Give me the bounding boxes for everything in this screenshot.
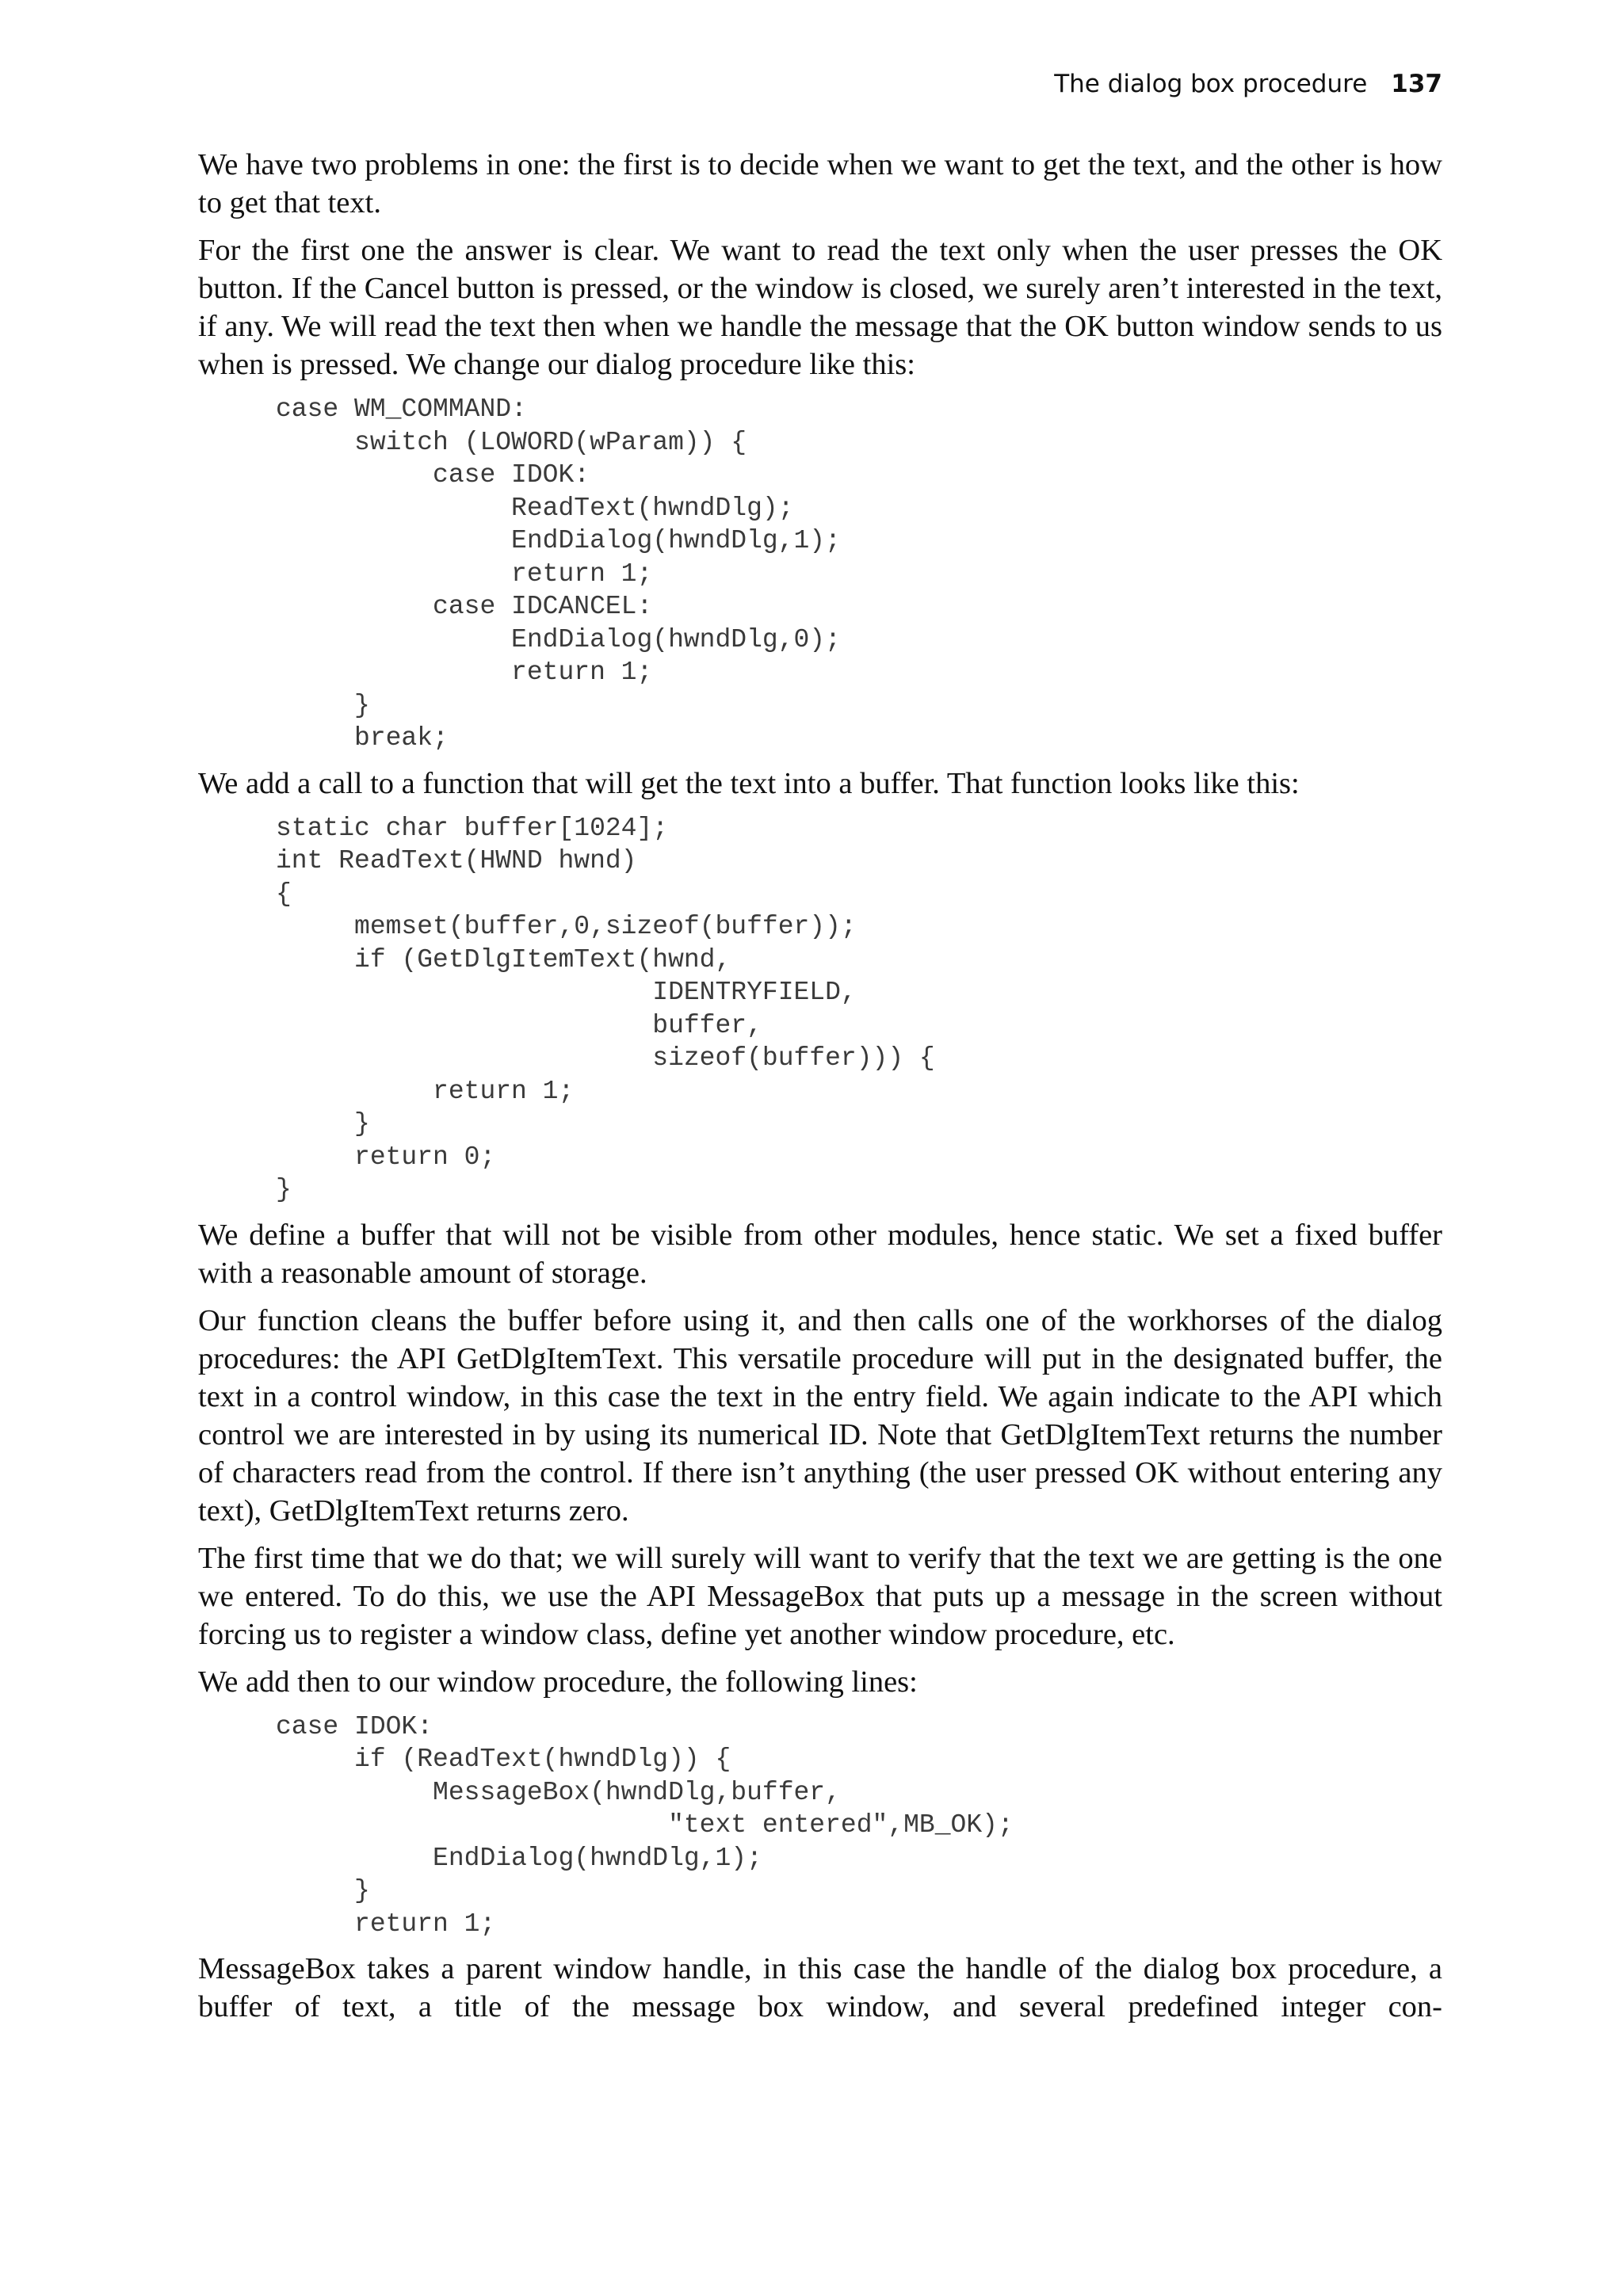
paragraph-buffer-definition: We define a buffer that will not be visible from other modules, hence static. We set a fixed buffer with a reasonable amount of storage. (198, 1218, 1442, 1290)
paragraph-getdlgitemtext: Our function cleans the buffer before using it, and then calls one of the workhorses of the dialog procedures: the API GetDlgItemText. This versatile procedure will put in the designated buffer, the text in a control window, in this case the text in the entry field. We again indicate to the API which control we are interested in by using its numerical ID. Note that GetDlgItemText returns the number of characters read from the control. If there isn’t anything (the user pressed OK without entering any text), GetDlgItemText returns zero. (198, 1303, 1442, 1527)
paragraph-messagebox-intro: The first time that we do that; we will surely will want to verify that the text we are getting is the one we entered. To do this, we use the API MessageBox that puts up a message in the screen without forcing us to register a window class, define yet another window procedure, etc. (198, 1541, 1442, 1651)
code-block-idok-messagebox: case IDOK: if (ReadText(hwndDlg)) { MessageBox(hwndDlg,buffer, "text entered",MB_OK); EndDialog(hwndDlg,1); } return 1; (276, 1711, 1014, 1939)
running-header (1054, 70, 1442, 98)
code-block-readtext: static char buffer[1024]; int ReadText(HWND hwnd) { memset(buffer,0,sizeof(buffer)); if (GetDlgItemText(hwnd, IDENTRYFIELD, buffer, sizeof(buffer))) { return 1; } return 0; } (276, 813, 935, 1204)
code-block-wm-command: case WM_COMMAND: switch (LOWORD(wParam)) { case IDOK: ReadText(hwndDlg); EndDialog(hwndDlg,1); return 1; case IDCANCEL: EndDialog(hwndDlg,0); return 1; } break; (276, 395, 841, 753)
section-title: The dialog box procedure (1054, 70, 1368, 98)
paragraph-messagebox-params: MessageBox takes a parent window handle, in this case the handle of the dialog box procedure, a buffer of text, a title of the message box window, and several predefined integer con- (198, 1952, 1442, 2023)
paragraph-add-lines: We add then to our window procedure, the following lines: (198, 1665, 918, 1699)
page-number: 137 (1391, 70, 1442, 98)
paragraph-problem-statement: We have two problems in one: the first is to decide when we want to get the text, and the other is how to get that text. (198, 148, 1442, 219)
page-body (198, 146, 1442, 2035)
paragraph-add-call: We add a call to a function that will get the text into a buffer. That function looks like this: (198, 766, 1300, 800)
paragraph-ok-button: For the first one the answer is clear. We want to read the text only when the user presses the OK button. If the Cancel button is pressed, or the window is closed, we surely aren’t interested in the text, if any. We will read the text then when we handle the message that the OK button window sends to us when is pressed. We change our dialog procedure like this: (198, 234, 1442, 381)
